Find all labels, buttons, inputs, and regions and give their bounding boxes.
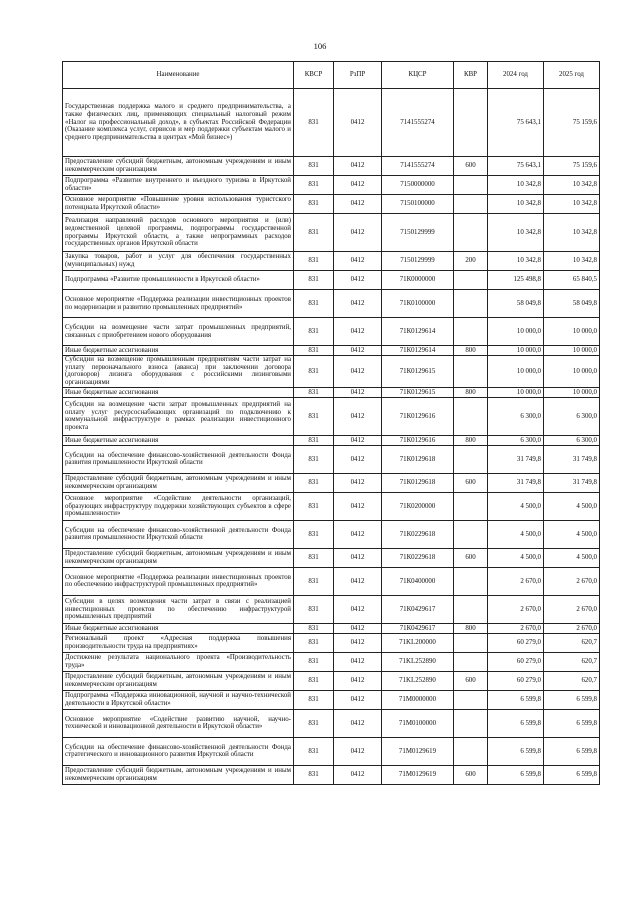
- cell-name: Иные бюджетные ассигнования: [63, 387, 294, 397]
- cell-kvsr: 831: [294, 356, 334, 388]
- cell-kvr: [454, 271, 488, 290]
- cell-kvsr: 831: [294, 214, 334, 252]
- cell-kcsr: 7141555274: [382, 89, 454, 157]
- cell-year-2024: 60 279,0: [488, 652, 544, 671]
- cell-kvsr: 831: [294, 157, 334, 176]
- cell-year-2025: 4 500,0: [544, 492, 600, 520]
- cell-year-2025: 4 500,0: [544, 520, 600, 548]
- cell-name: Иные бюджетные ассигнования: [63, 435, 294, 445]
- table-row: [63, 492, 600, 520]
- header-name: Наименование: [63, 62, 294, 89]
- cell-rzpr: 0412: [334, 252, 382, 271]
- cell-rzpr: 0412: [334, 765, 382, 784]
- cell-kvr: [454, 520, 488, 548]
- cell-kcsr: 7150129999: [382, 252, 454, 271]
- table-row: [63, 595, 600, 623]
- cell-kvr: 600: [454, 671, 488, 690]
- cell-kcsr: 7141555274: [382, 157, 454, 176]
- cell-year-2025: 6 300,0: [544, 435, 600, 445]
- cell-year-2024: 10 000,0: [488, 356, 544, 388]
- cell-kcsr: 71К0200000: [382, 492, 454, 520]
- header-kvsr: КВСР: [294, 62, 334, 89]
- cell-rzpr: 0412: [334, 290, 382, 318]
- table-row: [63, 157, 600, 176]
- budget-table: [62, 61, 600, 785]
- cell-kcsr: 71К0000000: [382, 271, 454, 290]
- cell-kcsr: 71М0000000: [382, 690, 454, 709]
- cell-kvsr: 831: [294, 595, 334, 623]
- cell-year-2024: 31 749,8: [488, 473, 544, 492]
- cell-kvr: 200: [454, 252, 488, 271]
- cell-year-2024: 31 749,8: [488, 445, 544, 473]
- cell-name: Закупка товаров, работ и услуг для обеспечения государственных (муниципальных) нужд: [63, 252, 294, 271]
- cell-rzpr: 0412: [334, 157, 382, 176]
- cell-name: Основное мероприятие «Содействие деятельности организаций, образующих инфраструктуру поддержки хозяйствующих субъектов в сфере промышленности»: [63, 492, 294, 520]
- cell-year-2025: 2 670,0: [544, 595, 600, 623]
- cell-kcsr: 71К0129614: [382, 318, 454, 346]
- cell-year-2024: 4 500,0: [488, 548, 544, 567]
- cell-rzpr: 0412: [334, 690, 382, 709]
- table-row: [63, 89, 600, 157]
- cell-kcsr: 71KL200000: [382, 633, 454, 652]
- cell-kcsr: 71К0129616: [382, 397, 454, 435]
- cell-year-2025: 10 342,8: [544, 176, 600, 195]
- cell-year-2024: 6 599,8: [488, 709, 544, 737]
- cell-kcsr: 71К0429617: [382, 595, 454, 623]
- cell-year-2024: 4 500,0: [488, 492, 544, 520]
- table-row: [63, 195, 600, 214]
- cell-year-2025: 31 749,8: [544, 445, 600, 473]
- cell-year-2025: 10 000,0: [544, 356, 600, 388]
- cell-rzpr: 0412: [334, 671, 382, 690]
- cell-rzpr: 0412: [334, 176, 382, 195]
- cell-rzpr: 0412: [334, 548, 382, 567]
- cell-name: Основное мероприятие «Поддержка реализации инвестиционных проектов по модернизации и развитию промышленных предприятий»: [63, 290, 294, 318]
- cell-rzpr: 0412: [334, 195, 382, 214]
- table-row: [63, 520, 600, 548]
- table-row: [63, 709, 600, 737]
- cell-kvsr: 831: [294, 671, 334, 690]
- cell-name: Предоставление субсидий бюджетным, автономным учреждениям и иным некоммерческим организациям: [63, 765, 294, 784]
- cell-kcsr: 71К0129615: [382, 356, 454, 388]
- cell-year-2024: 75 643,1: [488, 157, 544, 176]
- table-row: [63, 214, 600, 252]
- table-row: [63, 318, 600, 346]
- cell-name: Иные бюджетные ассигнования: [63, 346, 294, 356]
- cell-rzpr: 0412: [334, 737, 382, 765]
- cell-name: Основное мероприятие «Поддержка реализации инвестиционных проектов по обеспечению инфраструктурой промышленных предприятий»: [63, 567, 294, 595]
- table-body: [63, 89, 600, 785]
- cell-kvsr: 831: [294, 346, 334, 356]
- cell-year-2025: 10 342,8: [544, 195, 600, 214]
- cell-kvr: [454, 737, 488, 765]
- cell-kvsr: 831: [294, 435, 334, 445]
- cell-rzpr: 0412: [334, 346, 382, 356]
- cell-year-2025: 75 159,6: [544, 157, 600, 176]
- cell-year-2024: 10 000,0: [488, 318, 544, 346]
- cell-rzpr: 0412: [334, 567, 382, 595]
- cell-kvsr: 831: [294, 176, 334, 195]
- cell-kvr: [454, 492, 488, 520]
- cell-name: Субсидии на обеспечение финансово-хозяйственной деятельности Фонда стратегического и инновационного развития Иркутской области: [63, 737, 294, 765]
- cell-rzpr: 0412: [334, 435, 382, 445]
- cell-kvr: [454, 690, 488, 709]
- cell-kvr: [454, 356, 488, 388]
- cell-kvr: [454, 567, 488, 595]
- cell-kvsr: 831: [294, 89, 334, 157]
- cell-rzpr: 0412: [334, 318, 382, 346]
- cell-kvsr: 831: [294, 318, 334, 346]
- cell-kcsr: 71К0129615: [382, 387, 454, 397]
- cell-year-2024: 2 670,0: [488, 567, 544, 595]
- cell-kvsr: 831: [294, 548, 334, 567]
- cell-name: Подпрограмма «Развитие внутреннего и въездного туризма в Иркутской области»: [63, 176, 294, 195]
- cell-kvr: 800: [454, 387, 488, 397]
- header-kcsr: КЦСР: [382, 62, 454, 89]
- cell-kcsr: 71К0400000: [382, 567, 454, 595]
- cell-name: Иные бюджетные ассигнования: [63, 623, 294, 633]
- table-row: [63, 737, 600, 765]
- cell-year-2025: 58 049,8: [544, 290, 600, 318]
- cell-rzpr: 0412: [334, 397, 382, 435]
- table-row: [63, 356, 600, 388]
- header-year-2025: 2025 год: [544, 62, 600, 89]
- cell-kvsr: 831: [294, 397, 334, 435]
- page-number: 106: [313, 41, 327, 51]
- cell-kvsr: 831: [294, 765, 334, 784]
- cell-year-2025: 10 000,0: [544, 387, 600, 397]
- table-row: [63, 176, 600, 195]
- cell-kcsr: 71К0229618: [382, 520, 454, 548]
- cell-kvsr: 831: [294, 473, 334, 492]
- cell-name: Подпрограмма «Поддержка инновационной, научной и научно-технической деятельности в Иркутской области»: [63, 690, 294, 709]
- cell-kvsr: 831: [294, 567, 334, 595]
- cell-year-2024: 10 000,0: [488, 387, 544, 397]
- cell-kcsr: 71KL252890: [382, 652, 454, 671]
- cell-kcsr: 71К0129614: [382, 346, 454, 356]
- cell-rzpr: 0412: [334, 709, 382, 737]
- cell-year-2024: 10 342,8: [488, 195, 544, 214]
- cell-name: Предоставление субсидий бюджетным, автономным учреждениям и иным некоммерческим организациям: [63, 157, 294, 176]
- cell-name: Субсидии на возмещение части затрат промышленных предприятий на оплату услуг ресурсоснабжающих организаций по подключению к коммунальной инфраструктуре в рамках реализации инвестиционного проекта: [63, 397, 294, 435]
- cell-year-2024: 6 300,0: [488, 435, 544, 445]
- cell-year-2024: 10 342,8: [488, 214, 544, 252]
- cell-kcsr: 7150100000: [382, 195, 454, 214]
- cell-name: Реализация направлений расходов основного мероприятия и (или) ведомственной целевой программы, подпрограммы государственной программы Иркутской области, а также непрограммных расходов государственных органов Иркутской области: [63, 214, 294, 252]
- cell-year-2025: 620,7: [544, 652, 600, 671]
- cell-year-2025: 6 599,8: [544, 765, 600, 784]
- cell-name: Предоставление субсидий бюджетным, автономным учреждениям и иным некоммерческим организациям: [63, 473, 294, 492]
- cell-rzpr: 0412: [334, 445, 382, 473]
- table-row: [63, 473, 600, 492]
- cell-kvsr: 831: [294, 271, 334, 290]
- cell-kvr: [454, 214, 488, 252]
- table-row: [63, 445, 600, 473]
- cell-rzpr: 0412: [334, 271, 382, 290]
- cell-name: Субсидии на обеспечение финансово-хозяйственной деятельности Фонда развития промышленности Иркутской области: [63, 520, 294, 548]
- cell-kcsr: 71К0129618: [382, 445, 454, 473]
- table-row: [63, 548, 600, 567]
- cell-kvr: [454, 318, 488, 346]
- cell-kvr: 600: [454, 473, 488, 492]
- cell-year-2025: 6 599,8: [544, 709, 600, 737]
- cell-kvsr: 831: [294, 633, 334, 652]
- cell-name: Основное мероприятие «Содействие развитию научной, научно-технической и инновационной деятельности в Иркутской области»: [63, 709, 294, 737]
- cell-kvr: [454, 290, 488, 318]
- cell-name: Региональный проект «Адресная поддержка повышения производительности труда на предприятиях»: [63, 633, 294, 652]
- cell-year-2024: 10 342,8: [488, 176, 544, 195]
- cell-year-2024: 60 279,0: [488, 671, 544, 690]
- cell-name: Предоставление субсидий бюджетным, автономным учреждениям и иным некоммерческим организациям: [63, 671, 294, 690]
- cell-kvsr: 831: [294, 709, 334, 737]
- header-year-2024: 2024 год: [488, 62, 544, 89]
- cell-kvsr: 831: [294, 520, 334, 548]
- cell-name: Подпрограмма «Развитие промышленности в Иркутской области»: [63, 271, 294, 290]
- cell-year-2024: 2 670,0: [488, 623, 544, 633]
- cell-year-2024: 6 300,0: [488, 397, 544, 435]
- cell-rzpr: 0412: [334, 652, 382, 671]
- cell-kcsr: 71М0129619: [382, 765, 454, 784]
- cell-kcsr: 71К0100000: [382, 290, 454, 318]
- cell-kcsr: 71М0129619: [382, 737, 454, 765]
- cell-year-2025: 620,7: [544, 671, 600, 690]
- cell-kvr: 600: [454, 157, 488, 176]
- cell-kvsr: 831: [294, 195, 334, 214]
- cell-rzpr: 0412: [334, 387, 382, 397]
- cell-kcsr: 71KL252890: [382, 671, 454, 690]
- cell-year-2024: 125 498,8: [488, 271, 544, 290]
- cell-kcsr: 71М0100000: [382, 709, 454, 737]
- cell-year-2024: 10 342,8: [488, 252, 544, 271]
- cell-year-2025: 75 159,6: [544, 89, 600, 157]
- cell-kcsr: 7150000000: [382, 176, 454, 195]
- cell-kvr: [454, 89, 488, 157]
- cell-rzpr: 0412: [334, 89, 382, 157]
- cell-kvr: [454, 397, 488, 435]
- cell-year-2025: 10 000,0: [544, 318, 600, 346]
- cell-year-2025: 2 670,0: [544, 623, 600, 633]
- cell-name: Субсидии в целях возмещения части затрат в связи с реализацией инвестиционных проектов по обеспечению инфраструктурой промышленных предприятий: [63, 595, 294, 623]
- table-row: [63, 387, 600, 397]
- cell-rzpr: 0412: [334, 473, 382, 492]
- cell-year-2024: 6 599,8: [488, 737, 544, 765]
- cell-rzpr: 0412: [334, 623, 382, 633]
- table-row: [63, 765, 600, 784]
- cell-kvr: [454, 195, 488, 214]
- cell-rzpr: 0412: [334, 356, 382, 388]
- cell-kvr: 800: [454, 346, 488, 356]
- cell-rzpr: 0412: [334, 633, 382, 652]
- cell-kcsr: 7150129999: [382, 214, 454, 252]
- table-row: [63, 623, 600, 633]
- cell-kcsr: 71К0129618: [382, 473, 454, 492]
- cell-kvr: 600: [454, 765, 488, 784]
- cell-kvr: [454, 633, 488, 652]
- cell-kcsr: 71К0129616: [382, 435, 454, 445]
- cell-kvr: 800: [454, 623, 488, 633]
- header-rzpr: РзПР: [334, 62, 382, 89]
- cell-year-2025: 620,7: [544, 633, 600, 652]
- header-row: [63, 62, 600, 89]
- cell-kvr: [454, 709, 488, 737]
- cell-rzpr: 0412: [334, 492, 382, 520]
- cell-name: Предоставление субсидий бюджетным, автономным учреждениям и иным некоммерческим организациям: [63, 548, 294, 567]
- table-row: [63, 397, 600, 435]
- cell-name: Субсидии на возмещение промышленным предприятиям части затрат на уплату первоначального взноса (аванса) при заключении договора (договоров) лизинга оборудования с российскими лизинговыми организациями: [63, 356, 294, 388]
- table-row: [63, 690, 600, 709]
- table-row: [63, 290, 600, 318]
- cell-kvsr: 831: [294, 492, 334, 520]
- cell-name: Основное мероприятие «Повышение уровня использования туристского потенциала Иркутской области»: [63, 195, 294, 214]
- cell-year-2025: 6 599,8: [544, 690, 600, 709]
- table-row: [63, 252, 600, 271]
- cell-year-2024: 10 000,0: [488, 346, 544, 356]
- cell-kvsr: 831: [294, 252, 334, 271]
- table-header: [63, 62, 600, 89]
- table-row: [63, 346, 600, 356]
- cell-kvr: 800: [454, 435, 488, 445]
- cell-year-2025: 4 500,0: [544, 548, 600, 567]
- cell-year-2024: 58 049,8: [488, 290, 544, 318]
- cell-year-2024: 6 599,8: [488, 765, 544, 784]
- cell-rzpr: 0412: [334, 520, 382, 548]
- cell-year-2024: 4 500,0: [488, 520, 544, 548]
- cell-kvsr: 831: [294, 737, 334, 765]
- cell-kcsr: 71К0229618: [382, 548, 454, 567]
- cell-kvsr: 831: [294, 290, 334, 318]
- cell-year-2025: 2 670,0: [544, 567, 600, 595]
- cell-name: Субсидии на обеспечение финансово-хозяйственной деятельности Фонда развития промышленности Иркутской области: [63, 445, 294, 473]
- cell-kcsr: 71К0429617: [382, 623, 454, 633]
- cell-year-2025: 6 300,0: [544, 397, 600, 435]
- cell-year-2025: 65 840,5: [544, 271, 600, 290]
- cell-kvsr: 831: [294, 623, 334, 633]
- table-row: [63, 567, 600, 595]
- cell-kvr: [454, 176, 488, 195]
- table-row: [63, 435, 600, 445]
- cell-year-2025: 10 000,0: [544, 346, 600, 356]
- cell-kvr: [454, 595, 488, 623]
- cell-year-2025: 6 599,8: [544, 737, 600, 765]
- cell-year-2024: 2 670,0: [488, 595, 544, 623]
- cell-kvr: [454, 652, 488, 671]
- cell-kvsr: 831: [294, 652, 334, 671]
- table-row: [63, 652, 600, 671]
- cell-name: Государственная поддержка малого и среднего предпринимательства, а также физических лиц, применяющих специальный налоговый режим «Налог на профессиональный доход», в субъектах Российской Федерации (Оказание комплекса услуг, сервисов и мер поддержки субъектам малого и среднего предпринимательства в центрах «Мой бизнес»): [63, 89, 294, 157]
- cell-rzpr: 0412: [334, 214, 382, 252]
- cell-name: Субсидии на возмещение части затрат промышленных предприятий, связанных с приобретением нового оборудования: [63, 318, 294, 346]
- cell-year-2025: 10 342,8: [544, 252, 600, 271]
- cell-year-2024: 6 599,8: [488, 690, 544, 709]
- cell-year-2024: 75 643,1: [488, 89, 544, 157]
- cell-name: Достижение результата национального проекта «Производительность труда»: [63, 652, 294, 671]
- cell-year-2025: 10 342,8: [544, 214, 600, 252]
- cell-kvr: [454, 445, 488, 473]
- cell-kvsr: 831: [294, 387, 334, 397]
- cell-kvsr: 831: [294, 445, 334, 473]
- table-row: [63, 271, 600, 290]
- cell-kvr: 600: [454, 548, 488, 567]
- table-row: [63, 671, 600, 690]
- cell-rzpr: 0412: [334, 595, 382, 623]
- cell-year-2024: 60 279,0: [488, 633, 544, 652]
- table-row: [63, 633, 600, 652]
- cell-kvsr: 831: [294, 690, 334, 709]
- cell-year-2025: 31 749,8: [544, 473, 600, 492]
- header-kvr: КВР: [454, 62, 488, 89]
